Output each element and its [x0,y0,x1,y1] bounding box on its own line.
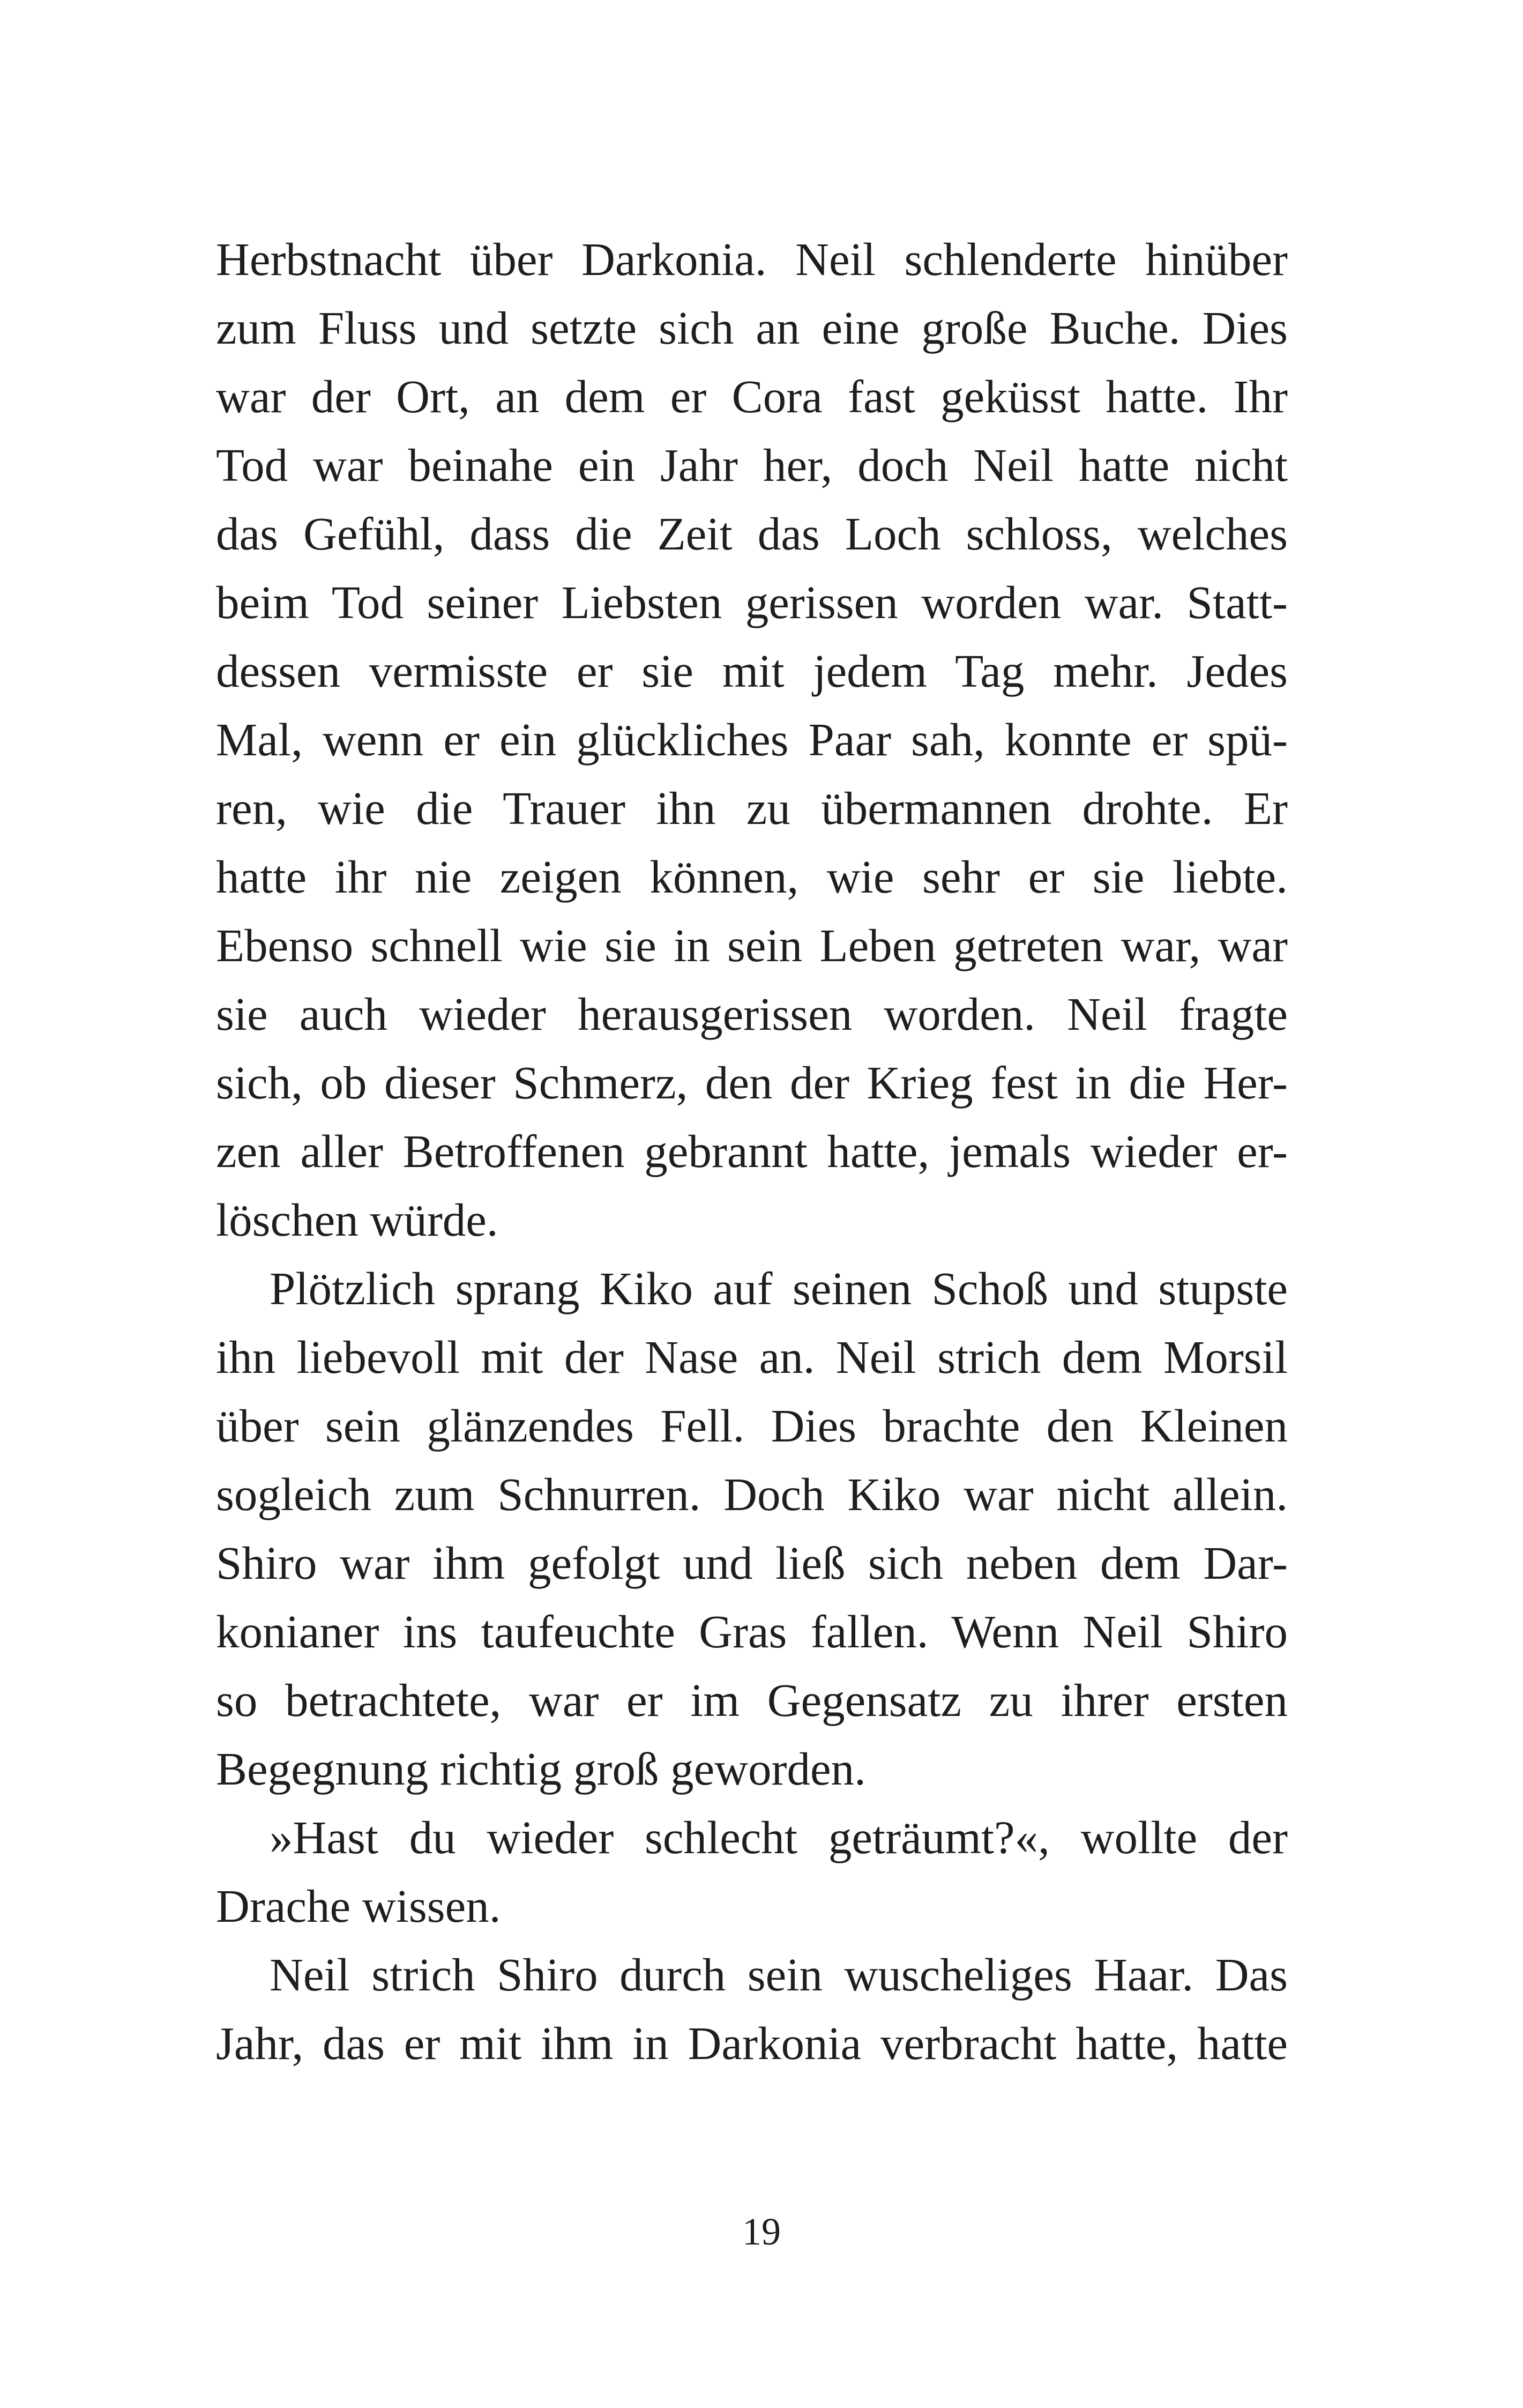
text-line: »Hast du wieder schlecht geträumt?«, wollte der [270,1811,1288,1863]
text-line: sich, ob dieser Schmerz, den der Krieg fest in die Her- [216,1057,1288,1109]
text-line: zen aller Betroffenen gebrannt hatte, jemals wieder er- [216,1125,1288,1177]
text-line: Drache wissen. [216,1880,501,1932]
text-line: Neil strich Shiro durch sein wuscheliges Haar. Das [270,1949,1288,2001]
page-number: 19 [742,2210,781,2253]
text-line: über sein glänzendes Fell. Dies brachte den Kleinen [216,1400,1288,1452]
text-line: löschen würde. [216,1194,498,1246]
text-line: Shiro war ihm gefolgt und ließ sich neben dem Dar- [216,1537,1288,1589]
text-line: Herbstnacht über Darkonia. Neil schlenderte hinüber [216,233,1288,285]
text-line: das Gefühl, dass die Zeit das Loch schloss, welches [216,508,1288,560]
text-line: zum Fluss und setzte sich an eine große Buche. Dies [216,302,1288,354]
text-line: so betrachtete, war er im Gegensatz zu ihrer ersten [216,1674,1288,1726]
text-line: dessen vermisste er sie mit jedem Tag mehr. Jedes [216,645,1288,697]
text-line: beim Tod seiner Liebsten gerissen worden war. Statt- [216,576,1288,628]
text-line: ren, wie die Trauer ihn zu übermannen drohte. Er [216,782,1288,834]
text-line: war der Ort, an dem er Cora fast geküsst hatte. Ihr [216,370,1288,422]
text-line: ihn liebevoll mit der Nase an. Neil strich dem Morsil [216,1331,1288,1383]
text-line: hatte ihr nie zeigen können, wie sehr er sie liebte. [216,851,1288,903]
text-line: konianer ins taufeuchte Gras fallen. Wenn Neil Shiro [216,1606,1288,1658]
text-line: sogleich zum Schnurren. Doch Kiko war nicht allein. [216,1468,1288,1520]
text-line: sie auch wieder herausgerissen worden. Neil fragte [216,988,1288,1040]
text-line: Jahr, das er mit ihm in Darkonia verbracht hatte, hatte [216,2017,1288,2069]
text-line: Tod war beinahe ein Jahr her, doch Neil hatte nicht [216,439,1288,491]
body-text [216,225,1288,2078]
text-line: Begegnung richtig groß geworden. [216,1743,866,1795]
text-line: Ebenso schnell wie sie in sein Leben getreten war, war [216,919,1288,971]
text-line: Plötzlich sprang Kiko auf seinen Schoß und stupste [270,1262,1288,1314]
text-line: Mal, wenn er ein glückliches Paar sah, konnte er spü- [216,714,1288,765]
